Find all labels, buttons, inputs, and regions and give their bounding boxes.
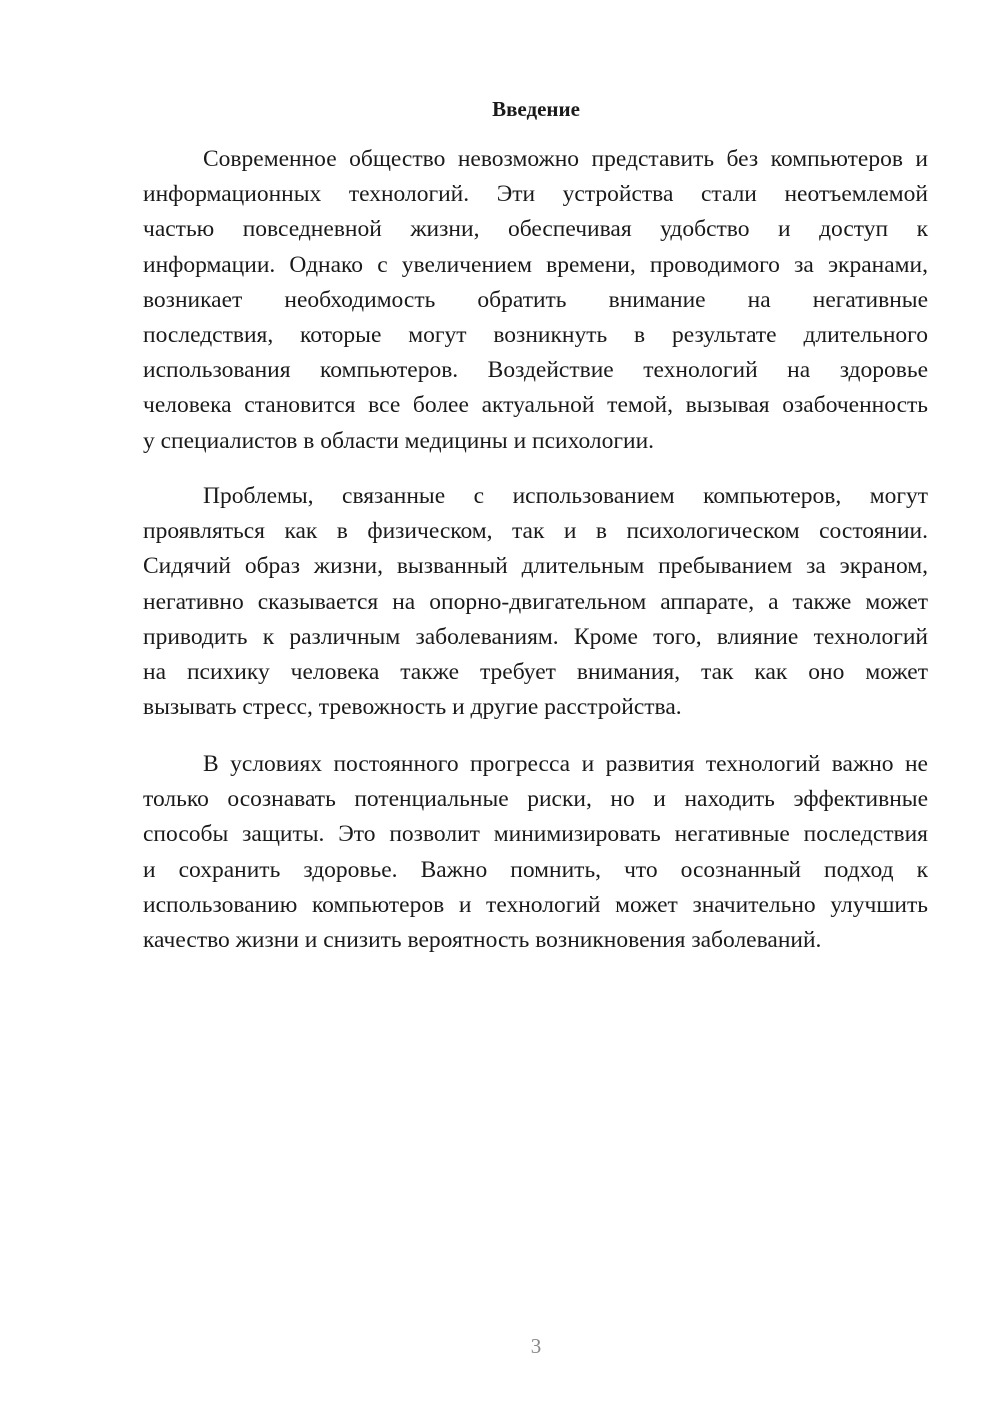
text-line: частью повседневной жизни, обеспечивая удобство и доступ к bbox=[143, 216, 928, 243]
text-line: приводить к различным заболеваниям. Кроме того, влияние технологий bbox=[143, 623, 928, 650]
text-line: качество жизни и снизить вероятность возникновения заболеваний. bbox=[143, 926, 822, 953]
text-line: Современное общество невозможно представить без компьютеров и bbox=[203, 146, 928, 172]
paragraph-1 bbox=[143, 142, 928, 459]
text-line: и сохранить здоровье. Важно помнить, что осознанный подход к bbox=[143, 856, 928, 883]
text-line: у специалистов в области медицины и психологии. bbox=[143, 427, 655, 454]
paragraph-2 bbox=[143, 479, 928, 725]
text-line: человека становится все более актуальной темой, вызывая озабоченность bbox=[143, 392, 928, 419]
text-line: способы защиты. Это позволит минимизировать негативные последствия bbox=[143, 821, 928, 848]
paragraph-3 bbox=[143, 747, 928, 958]
text-line: негативно сказывается на опорно-двигательном аппарате, а также может bbox=[143, 588, 928, 615]
text-line: только осознавать потенциальные риски, но и находить эффективные bbox=[143, 786, 928, 813]
text-line: на психику человека также требует внимания, так как оно может bbox=[143, 658, 928, 685]
text-line: Сидячий образ жизни, вызванный длительным пребыванием за экраном, bbox=[143, 553, 928, 580]
text-line: использования компьютеров. Воздействие технологий на здоровье bbox=[143, 357, 928, 384]
text-line: Проблемы, связанные с использованием компьютеров, могут bbox=[203, 483, 928, 509]
text-line: информации. Однако с увеличением времени, проводимого за экранами, bbox=[143, 251, 928, 278]
text-line: информационных технологий. Эти устройства стали неотъемлемой bbox=[143, 181, 928, 208]
text-line: возникает необходимость обратить внимание на негативные bbox=[143, 286, 928, 313]
page-number: 3 bbox=[530, 1334, 542, 1358]
text-line: проявляться как в физическом, так и в психологическом состоянии. bbox=[143, 518, 928, 545]
section-title: Введение bbox=[492, 97, 580, 121]
text-line: В условиях постоянного прогресса и развития технологий важно не bbox=[203, 751, 928, 777]
text-line: последствия, которые могут возникнуть в результате длительного bbox=[143, 321, 928, 348]
text-line: использованию компьютеров и технологий может значительно улучшить bbox=[143, 891, 928, 918]
text-line: вызывать стресс, тревожность и другие расстройства. bbox=[143, 694, 682, 721]
